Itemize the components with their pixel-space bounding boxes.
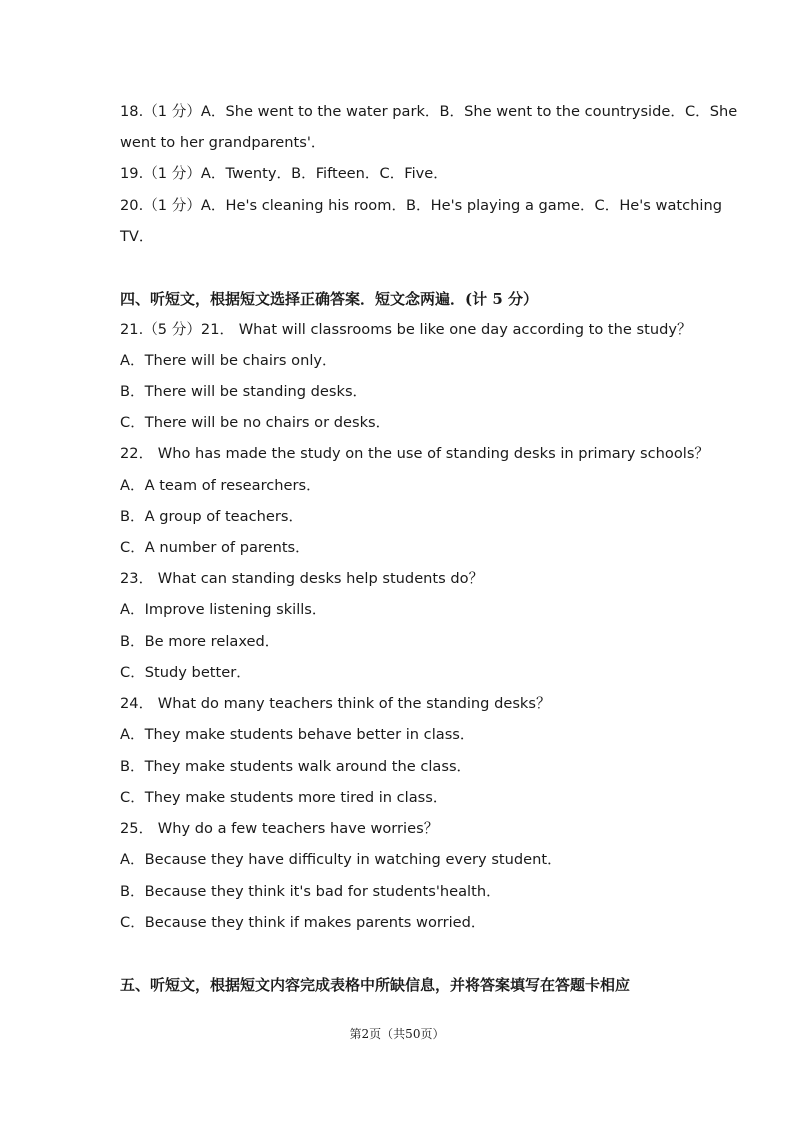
question-24: 24． What do many teachers think of the standing desks？ [120,695,551,712]
question-22: 22． Who has made the study on the use of standing desks in primary schools？ [120,445,710,462]
option-24-a: A．They make students behave better in class． [120,726,475,743]
option-22-b: B．A group of teachers． [120,508,304,525]
question-18-line-1: 18.（1 分）A．She went to the water park．B．She went to the countryside．C．She [120,103,738,120]
option-22-a: A．A team of researchers． [120,477,321,494]
question-20-line-2: TV． [120,228,154,245]
option-22-c: C．A number of parents． [120,539,310,556]
section-4-heading: 四、听短文，根据短文选择正确答案．短文念两遍．(计 5 分） [120,290,538,308]
option-23-a: A．Improve listening skills． [120,601,327,618]
option-23-b: B．Be more relaxed． [120,633,280,650]
question-23: 23． What can standing desks help students do？ [120,570,484,587]
section-5-heading: 五、听短文，根据短文内容完成表格中所缺信息，并将答案填写在答题卡相应 [120,976,631,994]
option-21-a: A．There will be chairs only． [120,352,337,369]
question-20-line-1: 20.（1 分）A．He's cleaning his room．B．He's playing a game．C．He's watching [120,197,722,214]
option-21-b: B．There will be standing desks． [120,383,368,400]
question-18-line-2: went to her grandparents'． [120,134,326,151]
option-21-c: C．There will be no chairs or desks． [120,414,391,431]
page-number-footer: 第2页（共50页） [349,1027,445,1041]
question-21: 21.（5 分）21． What will classrooms be like one day according to the study？ [120,321,692,338]
option-25-a: A．Because they have difficulty in watching every student． [120,851,562,868]
option-24-c: C．They make students more tired in class． [120,789,448,806]
option-25-b: B．Because they think it's bad for students'health． [120,883,501,900]
option-25-c: C．Because they think if makes parents worried． [120,914,486,931]
question-19: 19.（1 分）A．Twenty．B．Fifteen．C．Five． [120,165,448,182]
question-25: 25． Why do a few teachers have worries？ [120,820,439,837]
option-24-b: B．They make students walk around the class． [120,758,472,775]
option-23-c: C．Study better． [120,664,251,681]
